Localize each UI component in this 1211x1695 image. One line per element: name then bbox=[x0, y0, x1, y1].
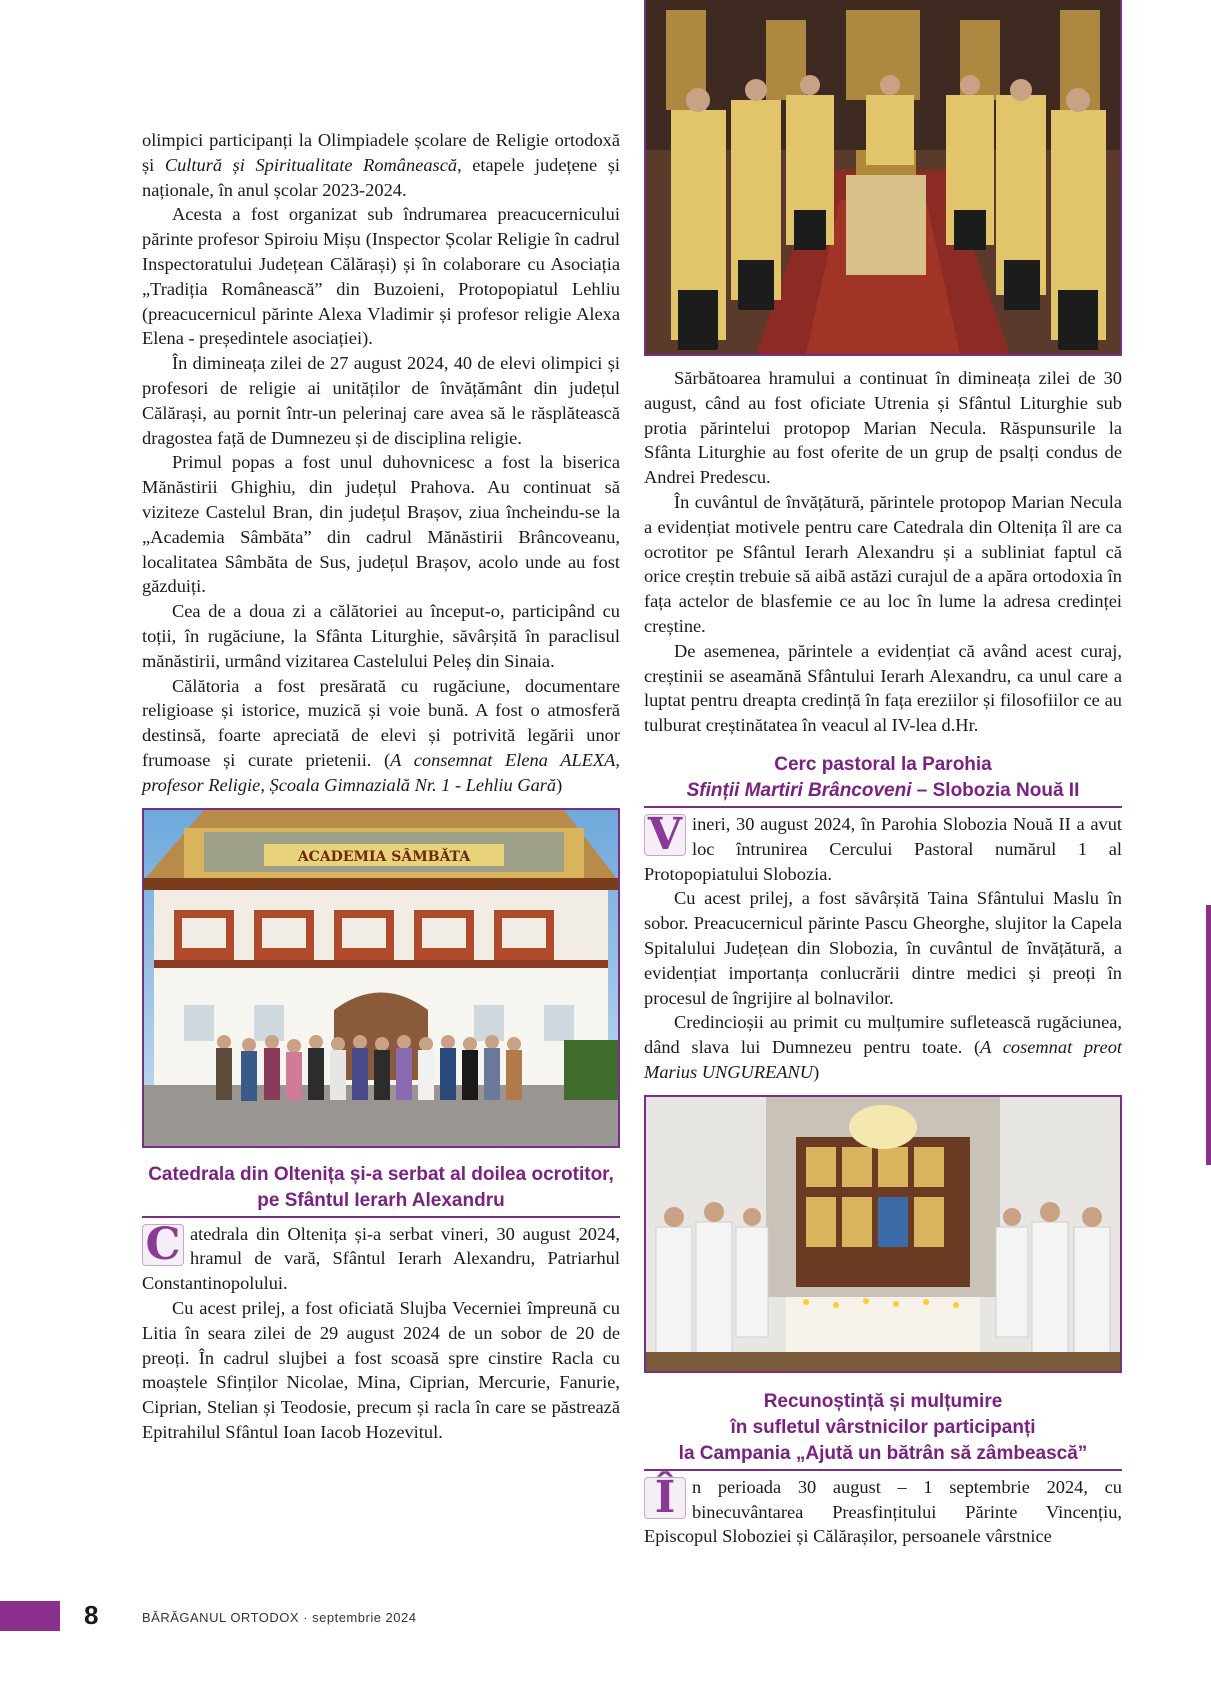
paragraph: olimpici participanți la Olimpiadele școlare de Religie ortodoxă și Cultură și Spiritualitate Românească, etapele județene și naționale, în anul școlar 2023-2024. bbox=[142, 130, 620, 200]
paragraph: Sărbătoarea hramului a continuat în dimineața zilei de 30 august, când au fost oficiate Utrenia și Sfântul Liturghie sub protia părintelui protopop Marian Necula. Răspunsurile la Sfânta Liturghie au fost oferite de un grup de psalți condus de Andrei Predescu. bbox=[644, 368, 1122, 488]
academia-sign-text: ACADEMIA SÂMBĂTA bbox=[297, 848, 471, 865]
drop-cap: C bbox=[142, 1224, 184, 1266]
right-column bbox=[644, 0, 1122, 1549]
paragraph: Acesta a fost organizat sub îndrumarea preacucernicului părinte profesor Spiroiu Mișu (Inspector Școlar Religie în cadrul Inspectoratului Județean Călărași) și în colaborare cu Asociația „Tradiția Românească” din Buzoieni, Protopopiatul Lehliu (preacucernicul părinte Alexa Vladimir și profesor religie Alexa Elena - președintele asociației). bbox=[142, 204, 620, 349]
paragraph: V ineri, 30 august 2024, în Parohia Slobozia Nouă II a avut loc întrunirea Cercului Pastoral numărul 1 al Protopopiatului Slobozia. bbox=[644, 808, 1122, 884]
paragraph: Î n perioada 30 august – 1 septembrie 2024, cu binecuvântarea Preasfințitului Părinte Vincențiu, Episcopul Sloboziei și Călărașilor, persoanele vârstnice bbox=[644, 1471, 1122, 1547]
oltenita-heading-block bbox=[142, 1162, 620, 1218]
heading-rule bbox=[644, 1469, 1122, 1471]
paragraph: În dimineața zilei de 27 august 2024, 40 de elevi olimpici și profesori de religie ai unităților de învățământ din județul Călărași, au pornit într-un pelerinaj care avea să le răsplătească dragostea față de Dumnezeu și de disciplina religie. bbox=[142, 353, 620, 448]
paragraph: Cea de a doua zi a călătoriei au început-o, participând cu toții, în rugăciune, la Sfânta Liturghie, săvârșită în paraclisul mănăstirii, urmând vizitarea Castelului Peleș din Sinaia. bbox=[142, 601, 620, 671]
page-number: 8 bbox=[84, 1600, 99, 1630]
heading-rule bbox=[644, 806, 1122, 808]
paragraph: Călătoria a fost presărată cu rugăciune, documentare religioase și istorice, muzică și voie bună. A fost o atmosferă destinsă, foarte apreciată de elevi și potrivită legării unor frumoase și curate prietenii. (A consemnat Elena ALEXA, profesor Religie, Școala Gimnazială Nr. 1 - Lehliu Gară) bbox=[142, 675, 620, 795]
paragraph: Primul popas a fost unul duhovnicesc a fost la biserica Mănăstirii Ghighiu, din județul Prahova. Au continuat să viziteze Castelul Bran, din județul Brașov, ziua încheindu-se la „Academia Sâmbăta” din cadrul Mănăstirii Brâncoveanu, localitatea Sâmbăta de Sus, județul Brașov, acolo unde au fost găzduiți. bbox=[142, 452, 620, 597]
paragraph: De asemenea, părintele a evidențiat că având acest curaj, creștinii se aseamănă Sfântului Ierarh Alexandru, ca unul care a luptat pentru dreapta credință în fața ereziilor și filosofiilor ce au tulburat creștinătatea în veacul al IV-lea d.Hr. bbox=[644, 640, 1122, 736]
drop-cap: V bbox=[644, 814, 686, 856]
headline: Cerc pastoral la Parohia Sfinții Martiri Brâncoveni – Slobozia Nouă II bbox=[686, 753, 1080, 801]
cathedral-service-photo bbox=[644, 0, 1122, 356]
paragraph: Cu acest prilej, a fost săvârșită Taina Sfântului Maslu în sobor. Preacucernicul părinte Pascu Gheorghe, slujitor la Capela Spitalului Județean din Slobozia, în cuvântul de învățătură, a evidențiat importanța conlucrării dintre medici și preoți în procesul de îngrijire al bolnavilor. bbox=[644, 888, 1122, 1008]
paragraph: Cu acest prilej, a fost oficiată Slujba Vecerniei împreună cu Litia în seara zilei de 29 august 2024 de un sobor de 20 de preoți. În cadrul slujbei a fost scoasă spre cinstire Racla cu moaștele Sfinților Nicolae, Mina, Ciprian, Mercurie, Fanurie, Ciprian, Stelian și Teodosie, precum și racla în care se păstrează Epitrahilul Sfântul Ioan Iacob Hozevitul. bbox=[142, 1297, 620, 1442]
maslu-service-photo bbox=[644, 1095, 1122, 1373]
paragraph: Credincioșii au primit cu mulțumire sufletească rugăciunea, dând slava lui Dumnezeu pentru toate. (A cosemnat preot Marius UNGUREANU) bbox=[644, 1012, 1122, 1082]
heading-rule bbox=[142, 1216, 620, 1218]
footer-publication: BĂRĂGANUL ORTODOX · septembrie 2024 bbox=[142, 1610, 417, 1625]
headline: Recunoștință și mulțumire în sufletul vârstnicilor participanți la Campania „Ajută un bătrân să zâmbească” bbox=[678, 1390, 1088, 1464]
paragraph: În cuvântul de învățătură, părintele protopop Marian Necula a evidențiat motivele pentru care Catedrala din Oltenița îl are ca ocrotitor pe Sfântul Ierarh Alexandru și a subliniat faptul că orice creștin trebuie să aibă astăzi curajul de a apăra ortodoxia în fața actelor de blasfemie ce au loc în lume la adresa credinței creștine. bbox=[644, 491, 1122, 636]
side-color-mark bbox=[1206, 905, 1211, 1165]
slobozia-heading-block bbox=[644, 752, 1122, 808]
academia-sambata-photo bbox=[142, 808, 620, 1148]
headline: Catedrala din Oltenița și-a serbat al doilea ocrotitor, pe Sfântul Ierarh Alexandru bbox=[148, 1163, 614, 1211]
campaign-heading-block bbox=[644, 1389, 1122, 1471]
paragraph: C atedrala din Oltenița și-a serbat vineri, 30 august 2024, hramul de vară, Sfântul Ierarh Alexandru, Patriarhul Constantinopolului. bbox=[142, 1218, 620, 1294]
drop-cap: Î bbox=[644, 1477, 686, 1519]
footer-color-bar bbox=[0, 1601, 60, 1631]
left-column bbox=[142, 128, 620, 1445]
